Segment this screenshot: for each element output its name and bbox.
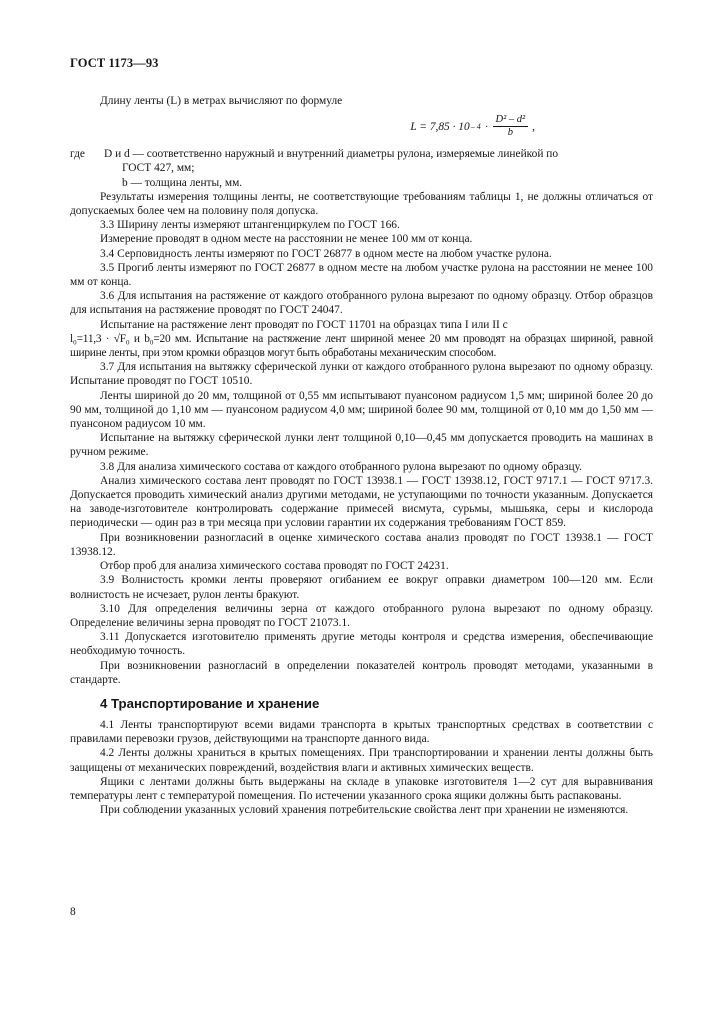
paragraph: При соблюдении указанных условий хранения потребительские свойства лент при хранении не изменяются.: [100, 804, 629, 817]
formula-denominator: b: [507, 127, 513, 139]
paragraph: 3.7 Для испытания на вытяжку сферической лунки от каждого отобранного рулона вырезают по одному образцу. Испытание проводят по ГОСТ 10510.: [70, 361, 653, 388]
formula-dot: ·: [484, 120, 489, 133]
paragraph: 3.8 Для анализа химического состава от каждого отобранного рулона вырезают по одному образцу.: [100, 460, 582, 473]
paragraph: 3.9 Волнистость кромки ленты проверяют огибанием ее вокруг оправки диаметром 100—120 мм. Если волнистость не исчезает, рулон ленты бракуют.: [70, 574, 653, 601]
paragraph: 3.3 Ширину ленты измеряют штангенциркулем по ГОСТ 166.: [100, 219, 400, 232]
paragraph: 3.4 Серповидность ленты измеряют по ГОСТ 26877 в одном месте на любом участке рулона.: [100, 247, 552, 260]
where-line-3: b — толщина ленты, мм.: [122, 176, 243, 189]
paragraph: 3.11 Допускается изготовителю применять другие методы контроля и средства измерения, обеспечивающие необходимую точность.: [70, 631, 653, 658]
formula-numerator: D² – d²: [493, 114, 529, 127]
formula-intro: Длину ленты (L) в метрах вычисляют по формуле: [100, 95, 343, 107]
where-lead: где: [70, 148, 85, 161]
paragraph: 4.2 Ленты должны храниться в крытых помещениях. При транспортировании и хранении ленты должны быть защищены от механических повреждений, воздействия влаги и активных химических веществ.: [70, 747, 653, 774]
where-block: [70, 147, 653, 190]
paragraph: Анализ химического состава лент проводят по ГОСТ 13938.1 — ГОСТ 13938.12, ГОСТ 9717.1 — ГОСТ 9717.3. Допускается проводить химический анализ другими методами, не уступающими по точности указанным. Допускается на заводе-изготовителе контролировать содержание примесей висмута, сурьмы, мышьяка, серы и кислорода периодически — один раз в три месяца при условии гарантии их содержания требованиям ГОСТ 859.: [70, 474, 653, 530]
where-line-2: ГОСТ 427, мм;: [122, 162, 195, 175]
formula-lhs: L = 7,85 · 10: [410, 120, 470, 133]
where-line-1: D и d — соответственно наружный и внутренний диаметры рулона, измеряемые линейкой по: [104, 148, 559, 161]
tensile-paragraph-1: Испытание на растяжение лент проводят по ГОСТ 11701 на образцах типа I или II с: [100, 318, 508, 331]
tensile-paragraph-2: l₀=11,3 · √F₀ и b₀=20 мм. Испытание на растяжение лент шириной менее 20 мм проводят на образцах шириной, равной ширине ленты, при этом кромки образцов могут быть обработаны механическим способом.: [70, 332, 653, 360]
length-formula: [70, 114, 535, 139]
paragraph: Ленты шириной до 20 мм, толщиной от 0,55 мм испытывают пуансоном радиусом 1,5 мм; шириной более 20 до 90 мм, толщиной до 1,10 мм — пуансоном радиусом 4,0 мм; шириной более 90 мм, толщиной от 0,10 мм до 1,50 мм — пуансоном радиусом 10 мм.: [70, 389, 653, 431]
paragraph: Ящики с лентами должны быть выдержаны на складе в упаковке изготовителя 1—2 сут для выравнивания температуры лент с температурой помещения. По истечении указанного срока ящики должны быть распакованы.: [70, 775, 653, 802]
page-number: 8: [70, 906, 76, 918]
paragraph: 3.5 Прогиб ленты измеряют по ГОСТ 26877 в одном месте на любом участке рулона на расстоянии не менее 100 мм от конца.: [70, 261, 653, 289]
paragraph: Испытание на вытяжку сферической лунки лент толщиной 0,10—0,45 мм допускается проводить на машинах в ручном режиме.: [70, 432, 653, 459]
formula-tail: ,: [532, 120, 535, 133]
paragraph: Результаты измерения толщины ленты, не соответствующие требованиям таблицы 1, не должны отличаться от допускаемых более чем на половину поля допуска.: [70, 190, 653, 218]
paragraph: При возникновении разногласий в оценке химического состава анализ проводят по ГОСТ 13938.1 — ГОСТ 13938.12.: [70, 531, 653, 558]
paragraph: Отбор проб для анализа химического состава проводят по ГОСТ 24231.: [100, 560, 449, 573]
section-title: 4 Транспортирование и хранение: [100, 695, 320, 711]
formula-fraction: [493, 114, 529, 139]
paragraph: 3.10 Для определения величины зерна от каждого отобранного рулона вырезают по одному образцу. Определение величины зерна проводят по ГОСТ 21073.1.: [70, 602, 653, 629]
paragraph: 4.1 Ленты транспортируют всеми видами транспорта в крытых транспортных средствах в соответствии с правилами перевозки грузов, действующими на транспорте данного вида.: [70, 718, 653, 746]
paragraph: Измерение проводят в одном месте на расстоянии не менее 100 мм от конца.: [100, 233, 473, 246]
paragraph: 3.6 Для испытания на растяжение от каждого отобранного рулона вырезают по одному образцу. Отбор образцов для испытания на растяжение проводят по ГОСТ 24047.: [70, 290, 653, 317]
document-header: ГОСТ 1173—93: [70, 56, 159, 70]
formula-exponent: – 4: [470, 122, 481, 132]
paragraph: При возникновении разногласий в определении показателей контроль проводят методами, указанными в стандарте.: [70, 659, 653, 686]
